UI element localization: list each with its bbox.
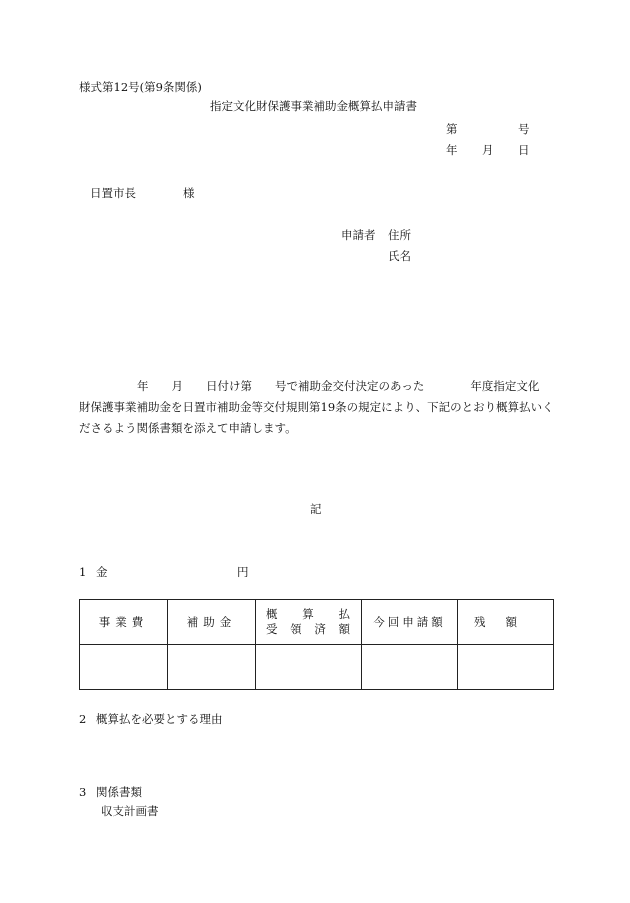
statement-line-3: ださるよう関係書類を添えて申請します。 bbox=[79, 421, 297, 435]
section3-number: 3 bbox=[79, 785, 87, 799]
header-balance: 残額 bbox=[458, 600, 554, 645]
section3-label: 関係書類 bbox=[96, 785, 142, 799]
ki-heading: 記 bbox=[310, 502, 322, 516]
table-row bbox=[80, 645, 554, 690]
header-project-cost: 事業費 bbox=[80, 600, 168, 645]
section1-label: 金 bbox=[96, 565, 108, 579]
section1-number: 1 bbox=[79, 565, 87, 579]
statement-line-1: 年 月 日付け第 号で補助金交付決定のあった 年度指定文化 bbox=[137, 379, 540, 393]
document-title: 指定文化財保護事業補助金概算払申請書 bbox=[210, 99, 417, 113]
doc-number-prefix: 第 bbox=[446, 122, 458, 136]
section2-number: 2 bbox=[79, 712, 87, 726]
value-project-cost[interactable] bbox=[80, 645, 168, 690]
statement-line-2: 財保護事業補助金を日置市補助金等交付規則第19条の規定により、下記のとおり概算払いく bbox=[79, 400, 554, 414]
value-subsidy[interactable] bbox=[168, 645, 256, 690]
amounts-table bbox=[79, 599, 554, 690]
application-statement bbox=[79, 376, 553, 439]
applicant-name-label: 氏名 bbox=[388, 249, 411, 263]
header-advance-line-1: 概 算 払 bbox=[266, 607, 350, 621]
section2-label: 概算払を必要とする理由 bbox=[96, 712, 223, 726]
table-header-row bbox=[80, 600, 554, 645]
value-balance[interactable] bbox=[458, 645, 554, 690]
header-subsidy: 補助金 bbox=[168, 600, 256, 645]
header-current-request: 今回申請額 bbox=[362, 600, 458, 645]
applicant-address-label: 住所 bbox=[388, 228, 411, 242]
doc-number-suffix: 号 bbox=[518, 122, 530, 136]
date-year: 年 bbox=[446, 143, 458, 157]
addressee-honorific: 様 bbox=[183, 186, 195, 200]
section1-unit: 円 bbox=[237, 565, 249, 579]
date-day: 日 bbox=[518, 143, 530, 157]
value-current-request[interactable] bbox=[362, 645, 458, 690]
form-number: 様式第12号(第9条関係) bbox=[79, 80, 202, 94]
header-advance-line-2: 受 領 済 額 bbox=[266, 622, 350, 636]
applicant-label: 申請者 bbox=[341, 228, 376, 242]
header-advance-received bbox=[256, 600, 362, 645]
date-month: 月 bbox=[482, 143, 494, 157]
addressee-name: 日置市長 bbox=[90, 186, 136, 200]
value-advance-received[interactable] bbox=[256, 645, 362, 690]
section3-item: 収支計画書 bbox=[101, 804, 159, 818]
